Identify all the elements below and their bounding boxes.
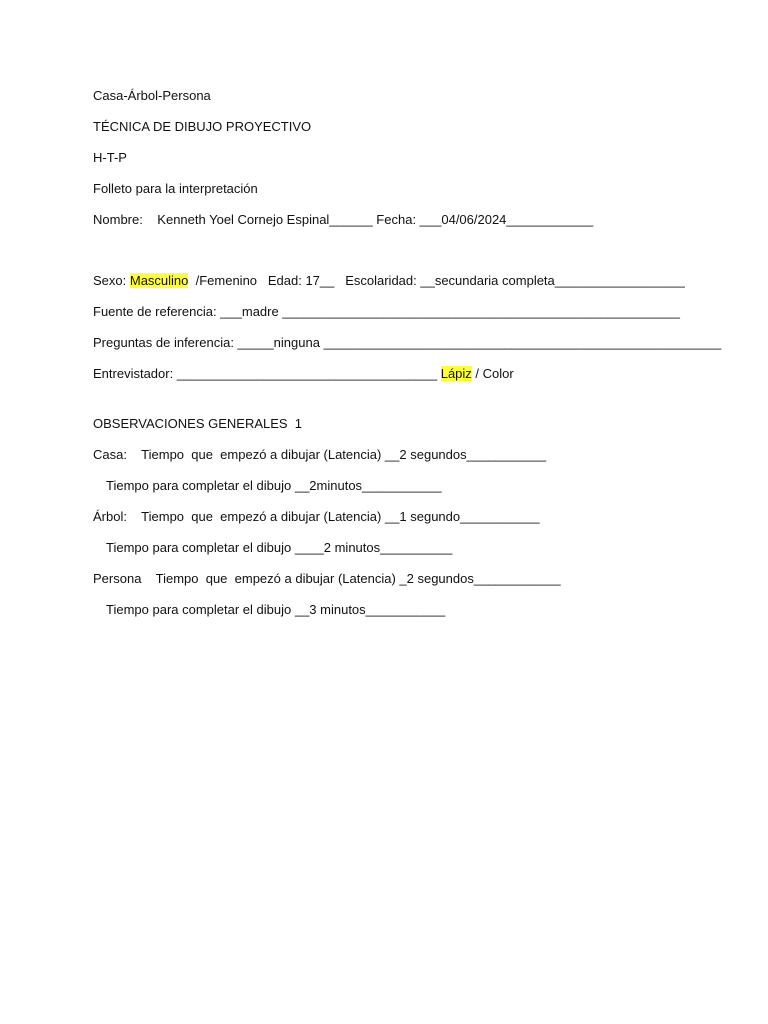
preguntas-line: Preguntas de inferencia: _____ninguna _______________________________________________________	[93, 335, 722, 350]
fuente-line: Fuente de referencia: ___madre _______________________________________________________	[93, 304, 680, 319]
document-title: Casa-Árbol-Persona	[93, 88, 211, 103]
casa-latencia-line: Casa: Tiempo que empezó a dibujar (Latencia) __2 segundos___________	[93, 447, 547, 462]
document-abbreviation: H-T-P	[93, 150, 127, 165]
entrevistador-rest: / Color	[471, 366, 514, 381]
entrevistador-line	[93, 366, 514, 382]
document-subtitle: TÉCNICA DE DIBUJO PROYECTIVO	[93, 119, 312, 134]
booklet-label: Folleto para la interpretación	[93, 181, 258, 196]
observaciones-heading: OBSERVACIONES GENERALES 1	[93, 416, 303, 431]
arbol-completar-line: Tiempo para completar el dibujo ____2 minutos__________	[106, 540, 453, 555]
nombre-line: Nombre: Kenneth Yoel Cornejo Espinal______ Fecha: ___04/06/2024____________	[93, 212, 594, 227]
sexo-label: Sexo:	[93, 273, 130, 288]
persona-completar-line: Tiempo para completar el dibujo __3 minutos___________	[106, 602, 446, 617]
sexo-selected-highlight: Masculino	[129, 273, 189, 288]
sexo-rest: /Femenino Edad: 17__ Escolaridad: __secundaria completa__________________	[188, 273, 685, 288]
persona-latencia-line: Persona Tiempo que empezó a dibujar (Latencia) _2 segundos____________	[93, 571, 561, 586]
arbol-latencia-line: Árbol: Tiempo que empezó a dibujar (Latencia) __1 segundo___________	[93, 509, 540, 524]
sexo-line	[93, 273, 685, 289]
entrevistador-selected-highlight: Lápiz	[440, 366, 472, 381]
entrevistador-label: Entrevistador: ____________________________________	[93, 366, 441, 381]
casa-completar-line: Tiempo para completar el dibujo __2minutos___________	[106, 478, 442, 493]
